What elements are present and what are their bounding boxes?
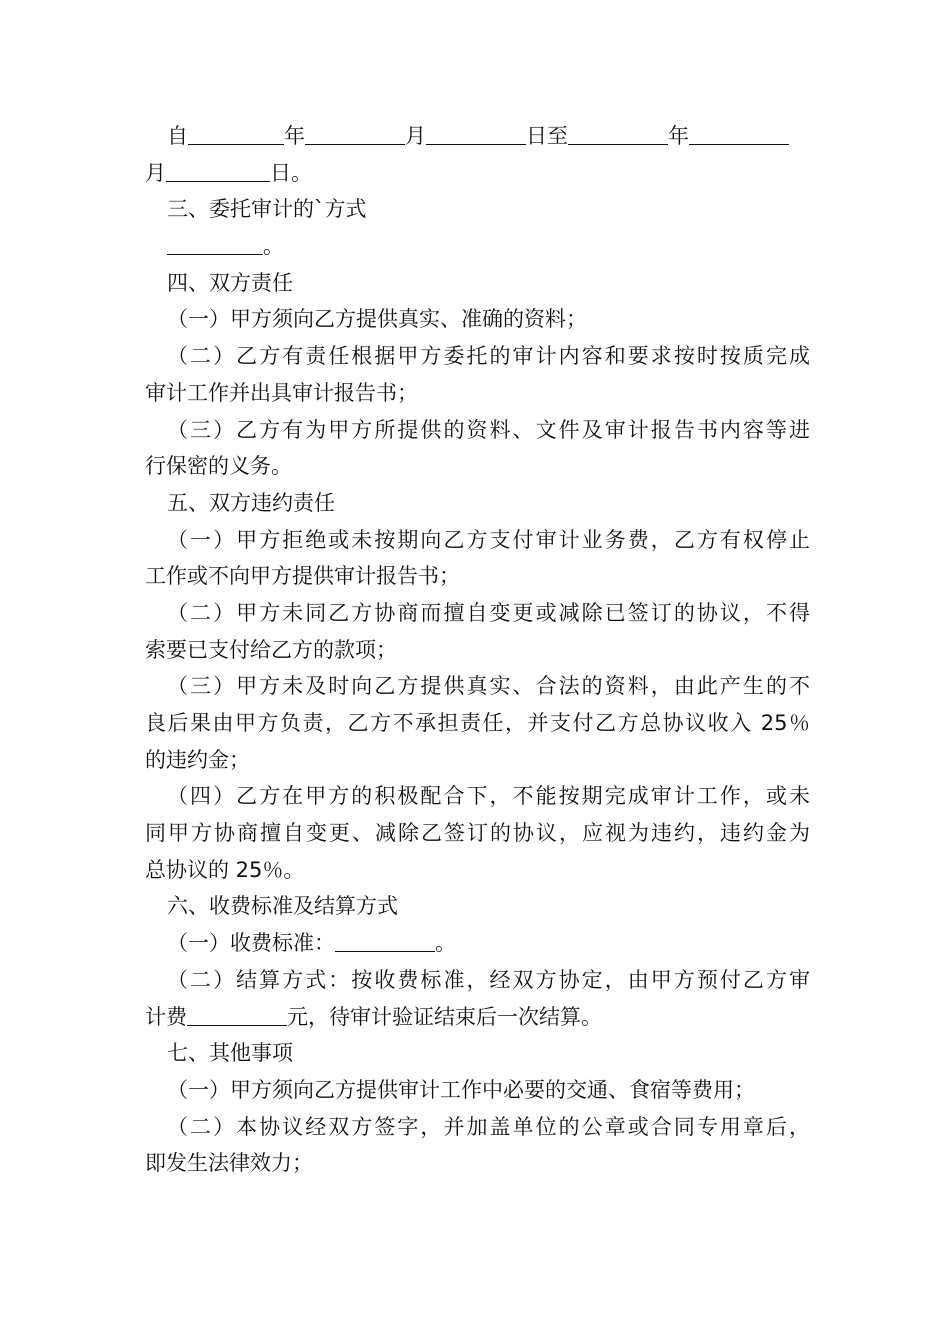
section-4-item-1: （一）甲方须向乙方提供真实、准确的资料； [167,307,587,332]
section-5-item-3-line-2: 良后果由甲方负责，乙方不承担责任，并支付乙方总协议收入 25％ [145,711,810,735]
section-5-item-4-line-2: 同甲方协商擅自变更、减除乙签订的协议，应视为违约，违约金为 [145,821,810,846]
section-5-item-4-line-1: （四）乙方在甲方的积极配合下，不能按期完成审计工作，或未 [167,784,810,809]
section-4-item-2-line-1: （二）乙方有责任根据甲方委托的审计内容和要求按时按质完成 [167,344,810,369]
section-6-item-1: （一）收费标准： 。 [167,931,456,956]
section-5-item-1-line-2: 工作或不向甲方提供审计报告书； [145,564,460,589]
document-page [145,118,810,1182]
section-6-item-2-line-1: （二）结算方式：按收费标准，经双方协定，由甲方预付乙方审 [167,967,810,992]
section-6-heading: 六、收费标准及结算方式 [167,894,398,919]
start-day-blank [426,122,526,145]
section-5-item-4-line-3: 总协议的 25％。 [145,857,305,882]
audit-period-line-2: 月 日。 [145,160,312,185]
section-6-item-2-line-2: 计费 元，待审计验证结束后一次结算。 [145,1004,602,1029]
section-5-item-3-line-3: 的违约金； [145,747,250,772]
section-7-heading: 七、其他事项 [167,1041,293,1066]
section-3-heading: 三、委托审计的`方式 [167,197,367,222]
audit-method-blank [167,232,263,255]
section-7-item-1: （一）甲方须向乙方提供审计工作中必要的交通、食宿等费用； [167,1077,755,1102]
fee-standard-blank [335,929,435,952]
section-5-heading: 五、双方违约责任 [167,490,335,515]
section-4-heading: 四、双方责任 [167,270,293,295]
section-5-item-3-line-1: （三）甲方未及时向乙方提供真实、合法的资料，由此产生的不 [167,674,810,699]
end-day-blank [166,159,270,182]
audit-period-line-1: 自 年 月 日至 年 [145,118,810,155]
start-year-blank [188,122,284,145]
section-5-item-2-line-1: （二）甲方未同乙方协商而擅自变更或减除已签订的协议，不得 [167,600,810,625]
section-5-item-1-line-1: （一）甲方拒绝或未按期向乙方支付审计业务费，乙方有权停止 [167,527,810,552]
section-7-item-2-line-2: 即发生法律效力； [145,1151,313,1176]
section-5-item-2-line-2: 索要已支付给乙方的款项； [145,637,397,662]
start-month-blank [305,122,405,145]
section-7-item-2-line-1: （二）本协议经双方签字，并加盖单位的公章或合同专用章后， [167,1114,810,1139]
section-4-item-3-line-2: 行保密的义务。 [145,454,292,479]
section-4-item-3-line-1: （三）乙方有为甲方所提供的资料、文件及审计报告书内容等进 [167,417,810,442]
prepaid-fee-blank [187,1003,287,1026]
section-4-item-2-line-2: 审计工作并出具审计报告书； [145,380,418,405]
end-year-blank [568,122,668,145]
end-month-blank [689,122,789,145]
audit-method-line: 。 [145,228,810,265]
